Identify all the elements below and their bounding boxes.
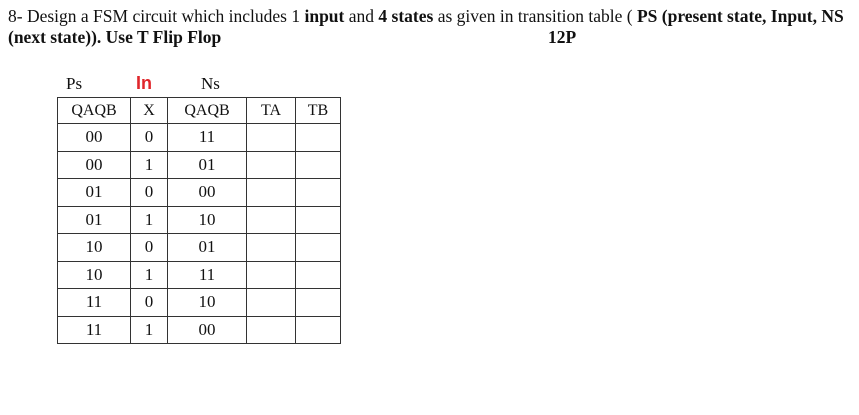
cell-present-state: 00 bbox=[58, 124, 131, 152]
table-row bbox=[58, 234, 341, 262]
cell-present-state: 11 bbox=[58, 289, 131, 317]
cell-ta bbox=[247, 316, 296, 344]
col-header-next-state: QAQB bbox=[168, 98, 247, 124]
cell-next-state: 01 bbox=[168, 234, 247, 262]
cell-input: 1 bbox=[131, 206, 168, 234]
cell-input: 1 bbox=[131, 151, 168, 179]
question-text bbox=[8, 6, 848, 48]
cell-next-state: 00 bbox=[168, 179, 247, 207]
cell-input: 1 bbox=[131, 261, 168, 289]
question-mid2: as given in transition table ( bbox=[433, 6, 637, 26]
cell-input: 0 bbox=[131, 234, 168, 262]
cell-present-state: 10 bbox=[58, 234, 131, 262]
cell-next-state: 11 bbox=[168, 261, 247, 289]
question-lead: 8- Design a FSM circuit which includes 1 bbox=[8, 6, 305, 26]
cell-input: 0 bbox=[131, 124, 168, 152]
question-bold-definition: PS (present state, Input, NS (next state)). Use T Flip Flop bbox=[8, 6, 844, 47]
table-row bbox=[58, 316, 341, 344]
next-state-header: Ns bbox=[201, 74, 220, 93]
cell-tb bbox=[296, 234, 341, 262]
cell-ta bbox=[247, 206, 296, 234]
cell-present-state: 00 bbox=[58, 151, 131, 179]
cell-present-state: 01 bbox=[58, 179, 131, 207]
cell-input: 0 bbox=[131, 179, 168, 207]
transition-table bbox=[57, 97, 341, 344]
table-row bbox=[58, 261, 341, 289]
col-header-input: X bbox=[131, 98, 168, 124]
cell-ta bbox=[247, 179, 296, 207]
question-bold-input: input bbox=[304, 6, 345, 26]
cell-tb bbox=[296, 316, 341, 344]
cell-tb bbox=[296, 151, 341, 179]
cell-next-state: 01 bbox=[168, 151, 247, 179]
cell-next-state: 10 bbox=[168, 206, 247, 234]
cell-present-state: 11 bbox=[58, 316, 131, 344]
cell-tb bbox=[296, 261, 341, 289]
cell-tb bbox=[296, 289, 341, 317]
cell-input: 0 bbox=[131, 289, 168, 317]
cell-present-state: 10 bbox=[58, 261, 131, 289]
cell-next-state: 10 bbox=[168, 289, 247, 317]
cell-ta bbox=[247, 151, 296, 179]
input-header: In bbox=[136, 73, 152, 93]
table-row bbox=[58, 206, 341, 234]
points-label: 12P bbox=[548, 27, 577, 47]
cell-ta bbox=[247, 261, 296, 289]
table-row bbox=[58, 289, 341, 317]
table-row bbox=[58, 151, 341, 179]
present-state-header: Ps bbox=[66, 74, 83, 93]
question-bold-states: 4 states bbox=[378, 6, 434, 26]
table-row bbox=[58, 179, 341, 207]
table-header-row bbox=[58, 98, 341, 124]
col-header-tb: TB bbox=[296, 98, 341, 124]
cell-ta bbox=[247, 289, 296, 317]
col-header-present-state: QAQB bbox=[58, 98, 131, 124]
cell-next-state: 00 bbox=[168, 316, 247, 344]
cell-present-state: 01 bbox=[58, 206, 131, 234]
table-row bbox=[58, 124, 341, 152]
cell-tb bbox=[296, 179, 341, 207]
cell-ta bbox=[247, 234, 296, 262]
cell-input: 1 bbox=[131, 316, 168, 344]
cell-next-state: 11 bbox=[168, 124, 247, 152]
cell-tb bbox=[296, 124, 341, 152]
question-mid1: and bbox=[344, 6, 379, 26]
col-header-ta: TA bbox=[247, 98, 296, 124]
cell-tb bbox=[296, 206, 341, 234]
cell-ta bbox=[247, 124, 296, 152]
